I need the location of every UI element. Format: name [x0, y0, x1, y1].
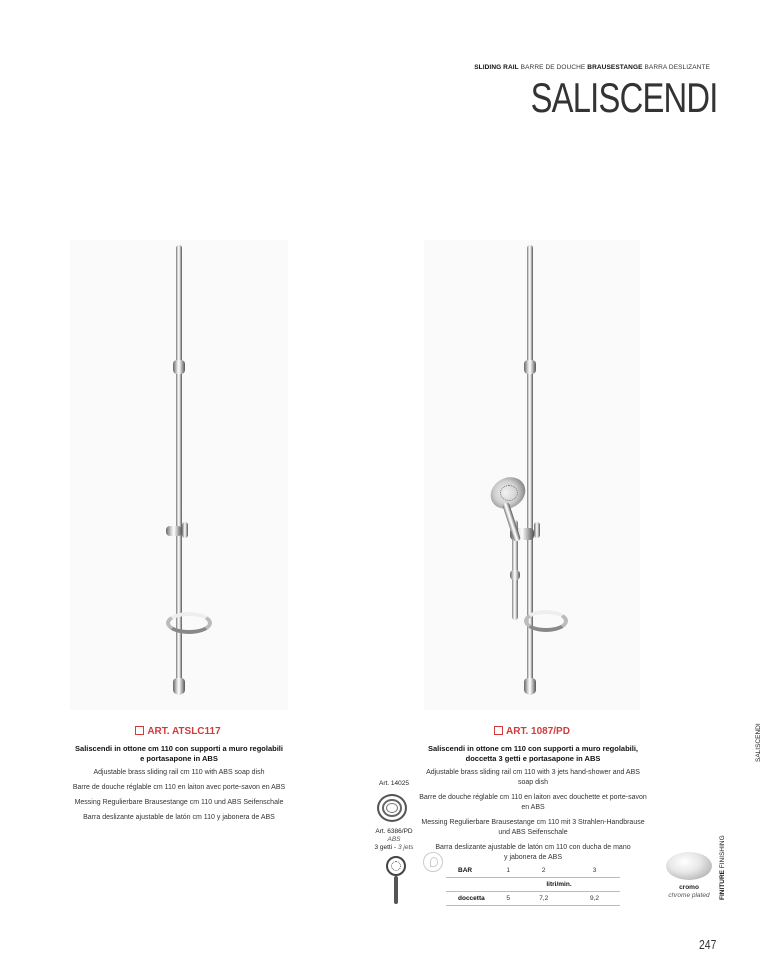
desc-en: Adjustable brass sliding rail cm 110 with 3 jets hand-shower and ABS soap dish	[426, 769, 640, 786]
flow-value-2: 7,2	[518, 892, 569, 906]
product-2-description	[418, 744, 648, 863]
desc-it-line2: e portasapone in ABS	[140, 754, 218, 763]
bar-label: BAR	[446, 864, 498, 878]
product-art-1: ART. ATSLC117	[118, 726, 238, 737]
hose-art: Art. 14025	[379, 780, 409, 787]
flow-unit: litri/min.	[498, 878, 620, 892]
finish-heading-it: FINITURE	[719, 870, 726, 900]
flow-value-1: 5	[498, 892, 518, 906]
checkbox-icon	[494, 726, 503, 735]
bar-value-3: 3	[569, 864, 620, 878]
bar-value-2: 2	[518, 864, 569, 878]
hand-shower-icon	[383, 856, 409, 906]
bar-value-1: 1	[498, 864, 518, 878]
desc-es: Barra deslizante ajustable de latón cm 110 y jabonera de ABS	[83, 814, 275, 821]
finish-heading	[719, 835, 726, 900]
desc-fr: Barre de douche réglable cm 110 en laiton avec porte-savon en ABS	[72, 784, 286, 791]
desc-de-line1: Messing Regulierbare Brausestange cm 110 mit 3 Strahlen-Handbrause	[421, 819, 645, 826]
product-image-1087pd	[424, 240, 640, 710]
desc-de-line2: und ABS Seifenschale	[498, 829, 568, 836]
desc-it-line2: doccetta 3 getti e portasapone in ABS	[465, 754, 601, 763]
desc-en: Adjustable brass sliding rail cm 110 with ABS soap dish	[93, 769, 265, 776]
desc-fr: Barre de douche réglable cm 110 en laiton avec douchette et porte-savon en ABS	[419, 794, 647, 811]
desc-de: Messing Regulierbare Brausestange cm 110 und ABS Seifenschale	[74, 799, 284, 806]
header-subtitle	[470, 64, 710, 71]
subtitle-es: BARRA DESLIZANTE	[644, 64, 710, 71]
pressure-icon	[423, 852, 443, 872]
chrome-finish-swatch	[666, 852, 712, 880]
finish-name-it: cromo	[679, 884, 699, 891]
subtitle-en: SLIDING RAIL	[474, 64, 519, 71]
product-art-2: ART. 1087/PD	[472, 726, 592, 737]
desc-es-line1: Barra deslizante ajustable de latón cm 110 con ducha de mano	[435, 844, 631, 851]
flow-row-label: doccetta	[446, 892, 498, 906]
page-number: 247	[699, 937, 717, 952]
desc-it-line1: Saliscendi in ottone cm 110 con supporti a muro regolabili,	[427, 744, 639, 753]
flow-rate-table	[446, 864, 620, 906]
checkbox-icon	[135, 726, 144, 735]
shower-material: ABS	[387, 836, 401, 843]
product-1-description	[68, 744, 290, 823]
hose-icon	[377, 794, 407, 822]
desc-es-line2: y jabonera de ABS	[504, 854, 562, 861]
shower-art: Art. 6386/PD	[375, 828, 413, 835]
finish-name-en: chrome plated	[668, 892, 710, 899]
shower-jets-it: 3 getti	[374, 844, 393, 851]
finish-heading-en: FINISHING	[719, 835, 726, 869]
page-title: SALISCENDI	[530, 74, 718, 121]
shower-jets-en: 3 jets	[397, 844, 414, 851]
shower-accessory-label: Art. 6386/PD ABS 3 getti - 3 jets	[360, 828, 428, 852]
subtitle-de: BRAUSESTANGE	[587, 64, 643, 71]
product-image-atslc117	[70, 240, 288, 710]
side-tab: SALISCENDI	[755, 723, 762, 762]
desc-it-line1: Saliscendi in ottone cm 110 con supporti a muro regolabili	[75, 744, 283, 753]
finish-label	[656, 884, 722, 900]
subtitle-fr: BARRE DE DOUCHE	[520, 64, 586, 71]
flow-value-3: 9,2	[569, 892, 620, 906]
